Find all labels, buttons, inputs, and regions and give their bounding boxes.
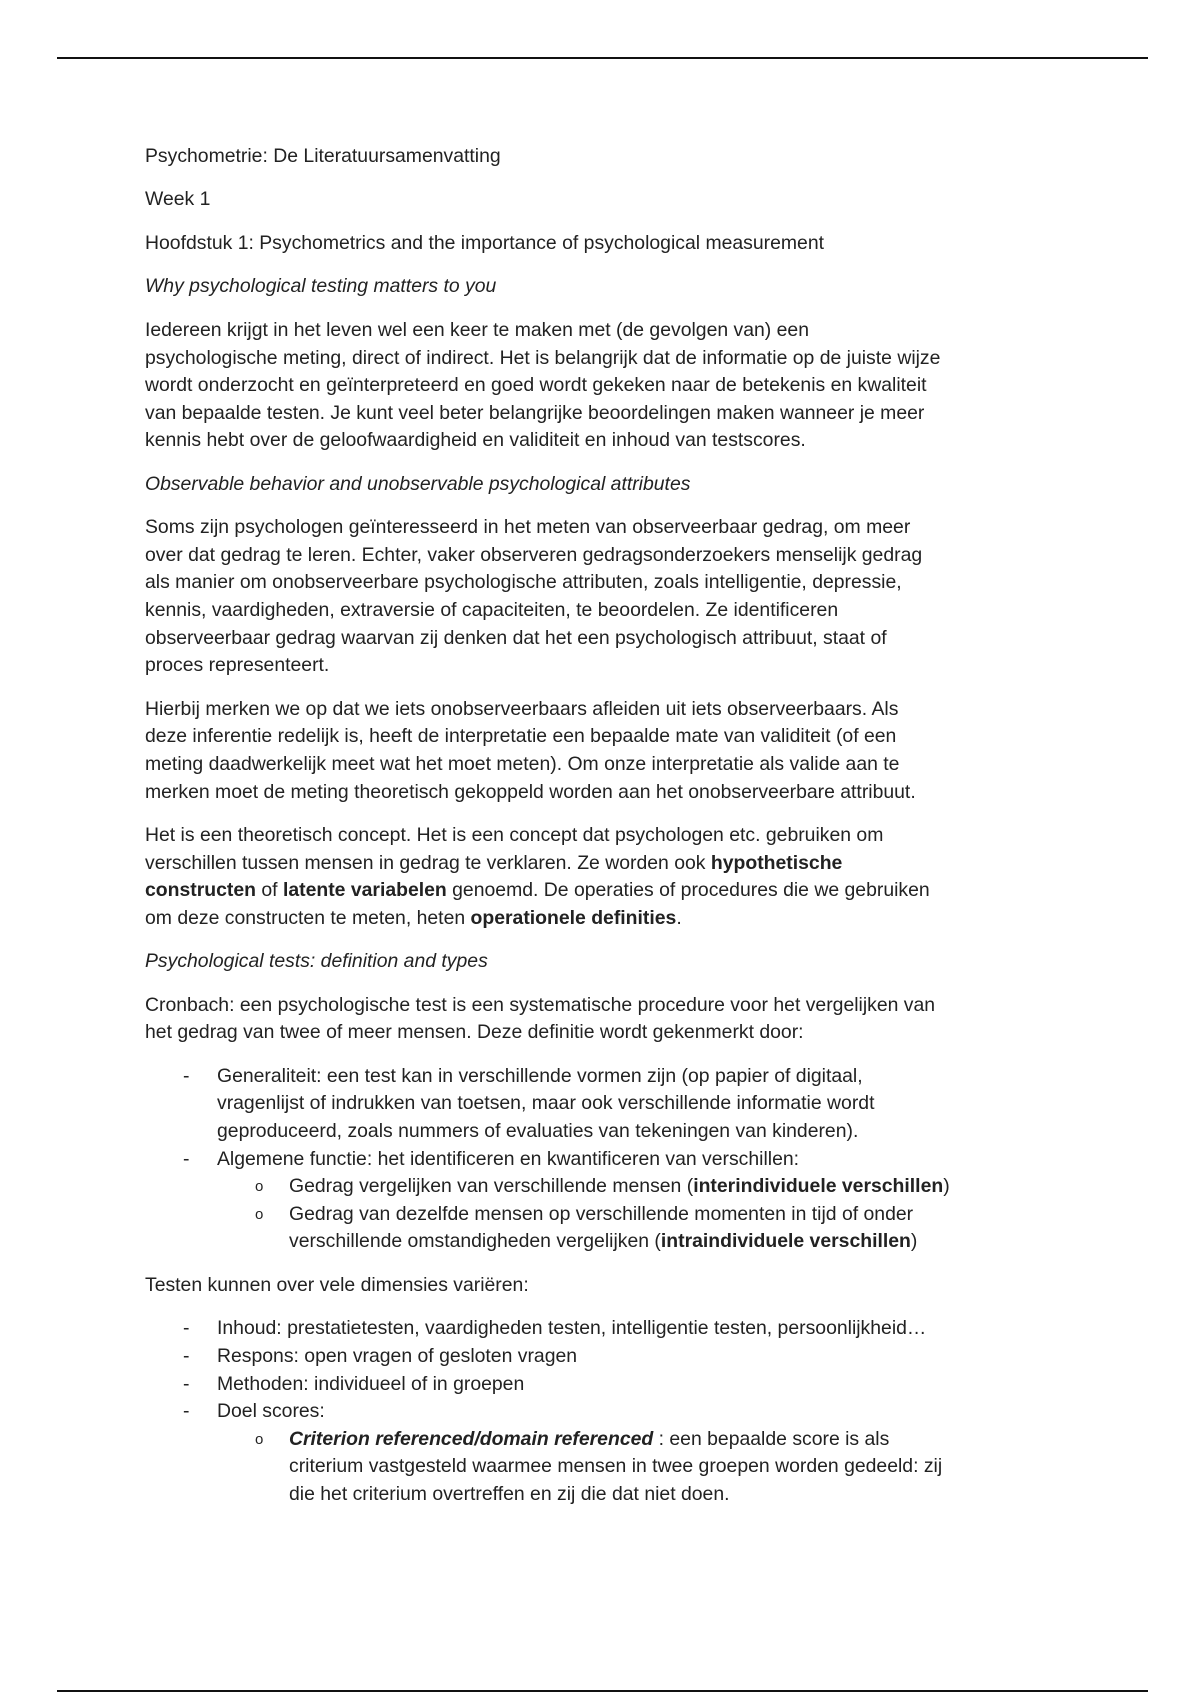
section-heading: Psychological tests: definition and types <box>145 950 488 973</box>
text-segment: die het criterium overtreffen en zij die dat niet doen. <box>289 1482 730 1505</box>
list-item-line: Algemene functie: het identificeren en kwantificeren van verschillen: <box>217 1147 800 1170</box>
paragraph-line: kennis hebt over de geloofwaardigheid en validiteit en inhoud van testscores. <box>145 429 806 452</box>
text-segment: . <box>676 906 682 929</box>
text-segment: om deze constructen te meten, heten <box>145 906 471 929</box>
bold-italic-term: Criterion referenced/domain referenced <box>289 1427 654 1450</box>
list-item <box>145 1315 1145 1343</box>
paragraph-line: proces representeert. <box>145 654 330 677</box>
list-item <box>145 1146 1145 1174</box>
text-segment: Gedrag van dezelfde mensen op verschillende momenten in tijd of onder <box>289 1202 914 1225</box>
dash-marker: - <box>183 1400 190 1423</box>
paragraph-line: Hierbij merken we op dat we iets onobserveerbaars afleiden uit iets observeerbaars. Als <box>145 697 899 720</box>
paragraph-line: psychologische meting, direct of indirect. Het is belangrijk dat de informatie op de juiste wijze <box>145 346 941 369</box>
dash-marker: - <box>183 1372 190 1395</box>
circle-marker: o <box>255 1178 264 1196</box>
text-segment: criterium vastgesteld waarmee mensen in twee groepen worden gedeeld: zij <box>289 1455 943 1478</box>
list-item-line: Doel scores: <box>217 1400 325 1423</box>
dimensions-list <box>145 1315 1145 1508</box>
list-item <box>145 1398 1145 1426</box>
paragraph <box>145 514 1145 680</box>
list-item-line: Generaliteit: een test kan in verschillende vormen zijn (op papier of digitaal, <box>217 1064 863 1087</box>
section-heading: Observable behavior and unobservable psychological attributes <box>145 472 691 495</box>
circle-marker: o <box>255 1430 264 1448</box>
dash-marker: - <box>183 1317 190 1340</box>
paragraph-line <box>145 905 1145 933</box>
list-item-line <box>289 1453 1145 1481</box>
paragraph-line: het gedrag van twee of meer mensen. Deze definitie wordt gekenmerkt door: <box>145 1021 804 1044</box>
document-title: Psychometrie: De Literatuursamenvatting <box>145 145 501 167</box>
bottom-rule <box>57 1690 1148 1692</box>
list-item-line <box>289 1201 1145 1229</box>
paragraph-line: merken moet de meting theoretisch gekoppeld worden aan het onobserveerbare attribuut. <box>145 780 916 803</box>
paragraph-line: kennis, vaardigheden, extraversie of capaciteiten, te beoordelen. Ze identificeren <box>145 599 839 622</box>
dash-marker: - <box>183 1147 190 1170</box>
sub-list-item <box>145 1173 1145 1201</box>
text-segment: Het is een theoretisch concept. Het is een concept dat psychologen etc. gebruiken om <box>145 824 884 846</box>
paragraph: Testen kunnen over vele dimensies variëren: <box>145 1273 529 1296</box>
circle-marker: o <box>255 1205 264 1223</box>
list-item <box>145 1063 1145 1146</box>
bold-term: constructen <box>145 879 256 902</box>
dash-marker: - <box>183 1344 190 1367</box>
text-segment: verschillen tussen mensen in gedrag te verklaren. Ze worden ook <box>145 851 711 874</box>
list-item-line: Inhoud: prestatietesten, vaardigheden testen, intelligentie testen, persoonlijkheid… <box>217 1317 927 1340</box>
text-segment: of <box>255 879 283 902</box>
text-segment: verschillende omstandigheden vergelijken ( <box>289 1230 661 1253</box>
list-item-line <box>289 1228 1145 1256</box>
paragraph-line: observeerbaar gedrag waarvan zij denken dat het een psychologisch attribuut, staat of <box>145 626 887 649</box>
paragraph-line: van bepaalde testen. Je kunt veel beter belangrijke beoordelingen maken wanneer je meer <box>145 401 925 424</box>
text-segment: : een bepaalde score is als <box>653 1427 890 1450</box>
paragraph-line: als manier om onobserveerbare psychologische attributen, zoals intelligentie, depressie, <box>145 571 902 594</box>
paragraph-line <box>145 850 1145 878</box>
bold-term: interindividuele verschillen <box>693 1175 944 1198</box>
bold-term: intraindividuele verschillen <box>660 1230 911 1253</box>
text-segment: genoemd. De operaties of procedures die we gebruiken <box>446 879 930 902</box>
paragraph <box>145 696 1145 806</box>
paragraph-line: Soms zijn psychologen geïnteresseerd in het meten van observeerbaar gedrag, om meer <box>145 516 911 539</box>
paragraph-line: meting daadwerkelijk meet wat het moet meten). Om onze interpretatie als valide aan te <box>145 752 900 775</box>
list-item-line: vragenlijst of indrukken van toetsen, maar ook verschillende informatie wordt <box>217 1092 875 1115</box>
sub-list-item <box>145 1426 1145 1509</box>
list-item <box>145 1343 1145 1371</box>
characteristics-list <box>145 1063 1145 1256</box>
sub-list-item <box>145 1201 1145 1256</box>
paragraph <box>145 317 1145 455</box>
list-item-line: Respons: open vragen of gesloten vragen <box>217 1344 578 1367</box>
paragraph-line <box>145 877 1145 905</box>
bold-term: hypothetische <box>710 851 843 874</box>
text-segment: ) <box>943 1175 950 1198</box>
chapter-title: Hoofdstuk 1: Psychometrics and the importance of psychological measurement <box>145 231 825 254</box>
list-item-line <box>289 1173 1145 1201</box>
list-item <box>145 1371 1145 1399</box>
paragraph-line: over dat gedrag te leren. Echter, vaker observeren gedragsonderzoekers menselijk gedrag <box>145 543 923 566</box>
paragraph <box>145 992 1145 1047</box>
list-item-line <box>289 1426 1145 1454</box>
list-item-line <box>289 1481 1145 1509</box>
bold-term: latente variabelen <box>282 879 447 902</box>
week-label: Week 1 <box>145 188 211 211</box>
section-heading: Why psychological testing matters to you <box>145 275 497 298</box>
dash-marker: - <box>183 1064 190 1087</box>
top-rule <box>57 57 1148 59</box>
paragraph <box>145 822 1145 932</box>
list-item-line: Methoden: individueel of in groepen <box>217 1372 525 1395</box>
text-segment: ) <box>910 1230 918 1253</box>
paragraph-line: Cronbach: een psychologische test is een systematische procedure voor het vergelijken van <box>145 993 936 1016</box>
paragraph-line: deze inferentie redelijk is, heeft de interpretatie een bepaalde mate van validiteit (of een <box>145 725 897 748</box>
paragraph-line: wordt onderzocht en geïnterpreteerd en goed wordt gekeken naar de betekenis en kwaliteit <box>145 374 927 397</box>
paragraph-line: Iedereen krijgt in het leven wel een keer te maken met (de gevolgen van) een <box>145 318 809 341</box>
text-segment: Gedrag vergelijken van verschillende mensen ( <box>289 1175 694 1198</box>
bold-term: operationele definities <box>470 906 677 929</box>
paragraph-line <box>145 822 1145 850</box>
document-content <box>145 143 1145 1509</box>
list-item-line: geproduceerd, zoals nummers of evaluaties van tekeningen van kinderen). <box>217 1120 859 1143</box>
